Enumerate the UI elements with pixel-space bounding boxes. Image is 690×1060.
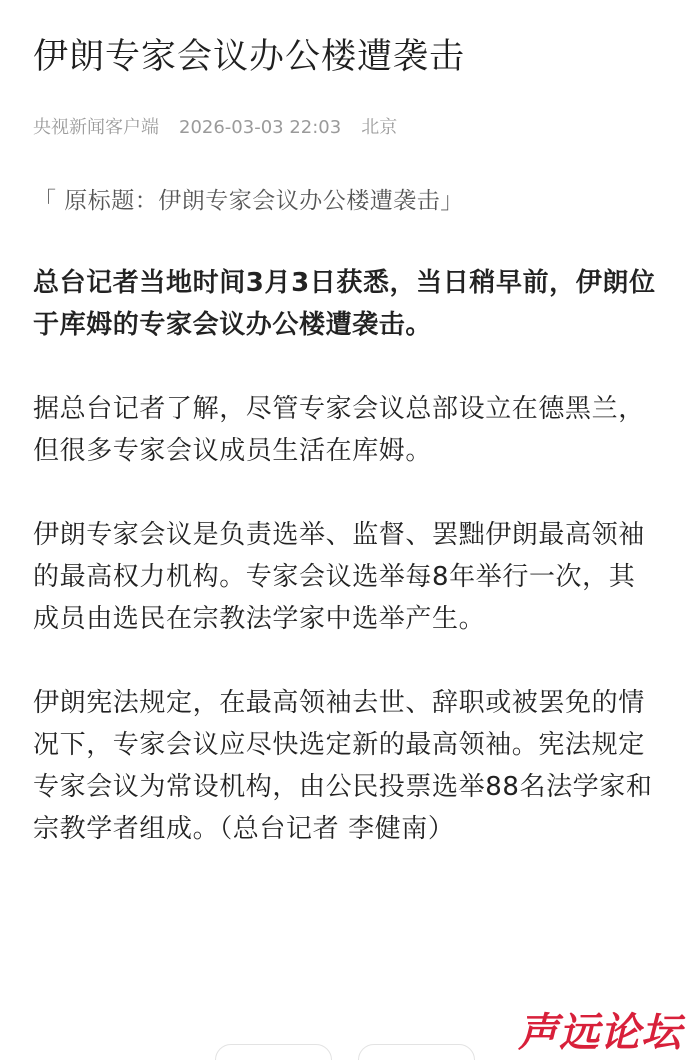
- forum-watermark: 声远论坛: [518, 1009, 682, 1056]
- article-paragraph-2: 据总台记者了解，尽管专家会议总部设立在德黑兰，但很多专家会议成员生活在库姆。: [33, 394, 645, 466]
- article-datetime: 2026-03-03 22:03: [179, 117, 342, 138]
- article-title: 伊朗专家会议办公楼遭袭击: [33, 37, 466, 77]
- article-meta: [33, 116, 657, 140]
- original-title: 「 原标题：伊朗专家会议办公楼遭袭击」: [33, 188, 464, 214]
- article-paragraph-1: 总台记者当地时间3月3日获悉，当日稍早前，伊朗位于库姆的专家会议办公楼遭袭击。: [33, 268, 656, 340]
- article-source[interactable]: 央视新闻客户端: [33, 117, 159, 138]
- bottom-action-bar: [0, 1009, 690, 1060]
- bottom-action-button-left[interactable]: [215, 1044, 332, 1060]
- article-paragraph-4: 伊朗宪法规定，在最高领袖去世、辞职或被罢免的情况下，专家会议应尽快选定新的最高领袖。宪法规定专家会议为常设机构，由公民投票选举88名法学家和宗教学者组成。（总台记者 李健南）: [33, 688, 653, 844]
- article-paragraph-3: 伊朗专家会议是负责选举、监督、罢黜伊朗最高领袖的最高权力机构。专家会议选举每8年举行一次，其成员由选民在宗教法学家中选举产生。: [33, 520, 645, 634]
- article-location: 北京: [361, 117, 398, 138]
- bottom-action-button-right[interactable]: [358, 1044, 475, 1060]
